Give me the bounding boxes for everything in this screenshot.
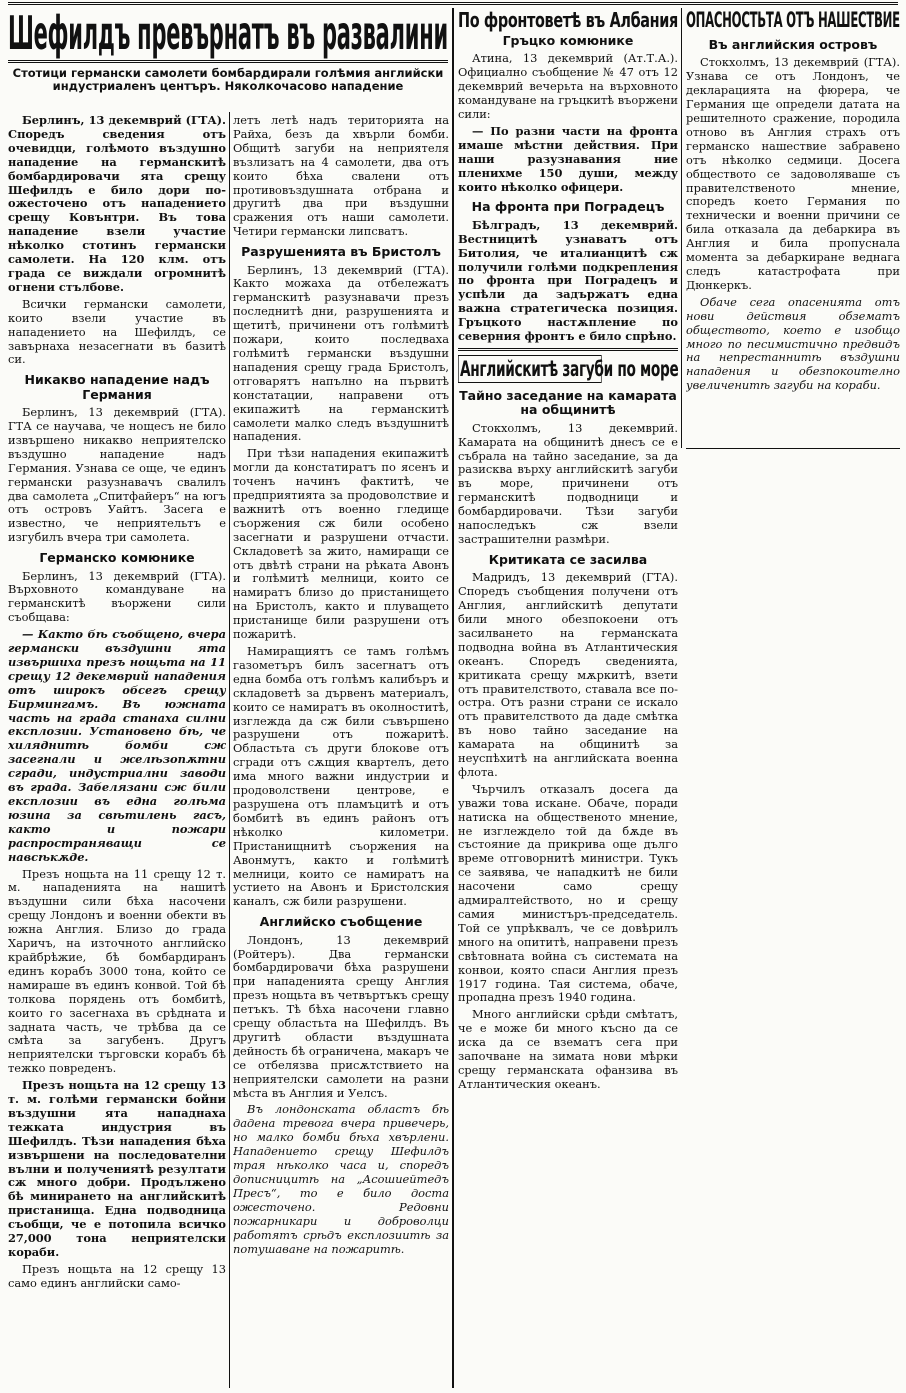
paragraph: — По разни части на фронта имаше мѣстни действия. При наши разузнавания ние пленихме 150 души, между които нѣколко офицери. <box>458 123 678 194</box>
paragraph: Много английски срѣди смѣтатъ, че е може би много късно да се иска да се взематъ сега при започване на зимата нови мѣрки срещу германската офанзива въ Атлантическия океанъ. <box>458 1007 678 1091</box>
paragraph: Презъ нощьта на 12 срещу 13 т. м. голѣми германски бойни въздушни ята нападнаха тежката индустрия въ Шефилдъ. Тѣзи нападения бѣха извършени на последователни вълни и получениятѣ резултати сж много добри. Продължено бѣ минирането на английскитѣ пристанища. Една подводница съобщи, че е потопила всичко 27,000 тона неприятелски кораби. <box>8 1078 226 1259</box>
subheading: Английско съобщение <box>259 914 423 930</box>
paragraph: Всички германски самолети, които взели участие въ нападението на Шефилдъ, се завърнаха незасегнати въ базитѣ си. <box>8 296 226 367</box>
subheading: Тайно заседание на камарата на общинитѣ <box>459 387 677 418</box>
paragraph: Бѣлградъ, 13 декемврий. Вестницитѣ узнаватъ отъ Битолия, че италианцитѣ сж получили голѣми подкрепления по фронта при Поградецъ и успѣли да задържатъ една важна стратегическа позиция. Гръцкото настѫпление по северния фронтъ е било спрѣно. <box>458 217 678 344</box>
paragraph: Стокхолмъ, 13 декемврий (ГТА). Узнава се отъ Лондонъ, че декларацията на фюрера, че Германия ще определи датата на решителното сражение, породила отново въ Англия страхъ отъ германско нашествие забравено отъ нѣколко седмици. Досега обществото се задоволяваше съ правителственото мнение, споредъ което Германия по технически и военни причини се била отказала да дебаркира въ Англия и била пропуснала момента за дебаркиране веднага следъ катастрофата при Дюнкеркъ. <box>686 55 900 292</box>
paragraph: Берлинъ, 13 декемврий (ГТА). ГТА се научава, че нощесъ не било извършено никакво неприятелско въздушно нападение надъ Германия. Узнава се още, че единъ германски разузнавачъ свалилъ два самолета „Спитфайеръ“ на югъ отъ островъ Уайтъ. Засега е известно, че неприятельтъ е изгубилъ вчера три самолета. <box>8 405 226 545</box>
paragraph: Берлинъ, 13 декемврий (ГТА). Споредъ сведения отъ очевидци, голѣмото въздушно нападение на германскитѣ бомбардировачи ята срещу Шефилдъ е било дори по-ожесточено отъ нападението срещу Ковънтри. Въ това нападение взели участие нѣколко стотинъ германски самолети. На 120 клм. отъ града се виждали огромнитѣ огнени стълбове. <box>8 114 226 294</box>
paragraph: Чърчилъ отказалъ досега да уважи това искане. Обаче, поради натиска на общественото мнение, не изглеждело той да бѫде въ състояние да прикрива още дълго време отговорнитѣ министри. Тукъ се заявява, че нападкитѣ не били насочени само срещу адмиралтейството, но и срещу самия министъръ-председатель. Той се упрѣквалъ, че се довѣрилъ много на опититѣ, направени презъ свѣтовната война съ системата на конвои, която спаси Англия презъ 1917 година. Тая система, обаче, пропадна презъ 1940 година. <box>458 781 678 1005</box>
column-rule-2 <box>452 8 454 1388</box>
paragraph: Берлинъ, 13 декемврий (ГТА). Както можаха да отбележатъ германскитѣ разузнавачи презъ последнитѣ дни, разрушенията и щетитѣ, причинени отъ голѣмитѣ пожари, които последваха голѣмитѣ германски въздушни нападения срещу града Бристолъ, отговарятъ напълно на първитѣ констатации, направени отъ екипажитѣ на германскитѣ самолети малко следъ въздушнитѣ нападения. <box>233 262 449 444</box>
column-4-bottom-rule <box>686 448 900 449</box>
paragraph: Презъ нощьта на 12 срещу 13 само единъ английски само- <box>8 1261 226 1290</box>
paragraph: — Както бѣ съобщено, вчера германски въздушни ята извършиха презъ нощьта на 11 срещу 12 декемврий нападения отъ широкъ обсегъ срещу Бирмингамъ. Въ южната часть на града станаха силни експлозии. Установено бѣ, че хиляднитѣ бомби сж засегнали и желѣзопѫтни сгради, индустриални заводи въ града. Забелязани сж били експлозии въ една голѣма юзина за свѣтилень гасъ, както и пожари распространяващи се навсѣкѫде. <box>8 627 226 864</box>
main-headline: Шефилдъ превърнатъ въ развалини <box>8 8 448 60</box>
losses-headline: Английскитѣ загуби по море <box>459 356 678 381</box>
paragraph: Обаче сега опасенията отъ нови действия обзематъ обществото, което е изобщо много по песимистично предвидъ на непрестаннитѣ въздушни нападения и обезпокоително увеличенитѣ загуби на кораби. <box>686 294 900 393</box>
paragraph: Атина, 13 декемврий (Ат.Т.А.). Официално съобщение № 47 отъ 12 декемврий вечерьта на върховното командуване на гръцкитѣ въоржени сили: <box>458 51 678 121</box>
section-rule <box>458 348 678 351</box>
column-2 <box>233 114 449 1389</box>
paragraph: Лондонъ, 13 декемврий (Ройтеръ). Два германски бомбардировачи бѣха разрушени при нападенията срещу Англия презъ нощьта въ четвъртъкъ срещу петъкъ. Тѣ бѣха насочени главно срещу областьта на Шефилдъ. Въ другитѣ области въздушната дейность бѣ ограничена, макаръ че се отбелязва присѫтствието на неприятелски самолети на разни мѣста въ Англия и Уелсъ. <box>233 932 449 1100</box>
paragraph: Стокхолмъ, 13 декемврий. Камарата на общинитѣ днесъ се е събрала на тайно заседание, за да разисква върху английскитѣ загуби въ море, причинени отъ германскитѣ подводници и бомбардировачи. Тѣзи загуби напоследъкъ сж взели застрашителни размѣри. <box>458 420 678 546</box>
column-rule-1 <box>229 112 230 1388</box>
paragraph: летъ летѣ надъ територията на Райха, безъ да хвърли бомби. Общитѣ загуби на неприятеля възлизатъ на 4 самолети, два отъ които бѣха свалени отъ противовъздушната отбрана и другитѣ два при въздушни сражения отъ наши самолети. Четири германски липсватъ. <box>233 114 449 239</box>
paragraph: Мадридъ, 13 декемврий (ГТА). Споредъ съобщения получени отъ Англия, английскитѣ депутати били много обезпокоени отъ засилването на германската подводна война въ Атлантическия океанъ. Споредъ сведенията, критиката срещу мѫркитѣ, взети отъ правителството, ставала все по-остра. Отъ разни страни се искало отъ правителството да даде смѣтка въ ново тайно заседание на камарата на общинитѣ за неуспѣхитѣ на английската военна флота. <box>458 570 678 779</box>
paragraph: Презъ нощьта на 11 срещу 12 т. м. нападенията на нашитѣ въздушни сили бѣха насочени срещу Лондонъ и военни обекти въ южна Англия. Близо до града Харичъ, на източното английско крайбрѣжие, бѣ бомбардиранъ единъ корабъ 3000 тона, който се намираше въ единъ конвой. Той бѣ толкова порядень отъ бомбитѣ, които го засегнаха въ срѣдната и задната часть, че трѣбва да се смѣта за загубенъ. Другъ неприятелски търговски корабъ бѣ тежко повреденъ. <box>8 866 226 1076</box>
top-border <box>8 2 898 5</box>
column-3 <box>458 8 678 1388</box>
paragraph: Въ лондонската областъ бѣ дадена тревога вчера привечерь, но малко бомби бѣха хвърлени. Нападението срещу Шефилдъ трая нѣколко часа и, споредъ дописницитѣ на „Асошиейтедъ Пресъ“, то е било доста ожесточено. Редовни пожарникари и доброволци работятъ срѣдъ експлозиитѣ за потушаване на пожаритѣ. <box>233 1102 449 1256</box>
invasion-headline: ОПАСНОСТЬТА ОТЪ НАШЕСТВИЕ <box>686 8 900 32</box>
paragraph: Намиращиятъ се тамъ голѣмъ газометъръ билъ засегнатъ отъ една бомба отъ голѣмъ калибъръ и складоветѣ за дървенъ материалъ, които се намиратъ въ околноститѣ, изглежда да сж били съвършено разрушени отъ пожаритѣ. Областьта съ други блокове отъ сгради отъ сѫщия квартелъ, дето има много важни индустрии и продоволствени центрове, е разрушена отъ пламъцитѣ и отъ бомбитѣ въ единъ районъ отъ нѣколко километри. Пристанищнитѣ съоржения на Авонмутъ, както и голѣмитѣ мелници, които се намиратъ на устието на Авонъ и Бристолския каналъ, сж били разрушени. <box>233 644 449 909</box>
subheading: Германско комюнике <box>39 550 195 566</box>
column-rule-3 <box>681 8 682 448</box>
subheading: Никакво нападение надъ Германия <box>24 372 210 402</box>
albania-headline: По фронтоветѣ въ Албания <box>458 8 678 32</box>
subheading: Въ английския островъ <box>708 37 878 52</box>
paragraph: При тѣзи нападения екипажитѣ могли да констатиратъ по ясенъ и точенъ начинъ фактитѣ, че предприятията за продоволствие и важнитѣ отъ военно гледище съоржения сж били особено засегнати и разрушени отчасти. Складоветѣ за жито, намиращи се отъ двѣтѣ страни на рѣката Авонъ и голѣмитѣ мелници, които се намиратъ близо до пристанището на Бристолъ, както и плуващето пристанище били разрушени отъ пожаритѣ. <box>233 446 449 642</box>
paragraph: Берлинъ, 13 декемврий (ГТА). Върховното командуване на германскитѣ въоржени сили съобщава: <box>8 568 226 625</box>
subheading: Разрушенията въ Бристолъ <box>241 244 441 260</box>
main-article-header <box>8 8 448 114</box>
headline-rule <box>8 60 448 63</box>
subheading: Гръцко комюнике <box>502 33 634 48</box>
main-deck: Стотици германски самолети бомбардирали голѣмия английски индустриаленъ центъръ. Няколкочасово нападение <box>12 66 444 94</box>
subheading: На фронта при Поградецъ <box>471 199 665 215</box>
column-4 <box>686 8 900 448</box>
column-1 <box>8 114 226 1389</box>
subheading: Критиката се засилва <box>488 551 648 567</box>
